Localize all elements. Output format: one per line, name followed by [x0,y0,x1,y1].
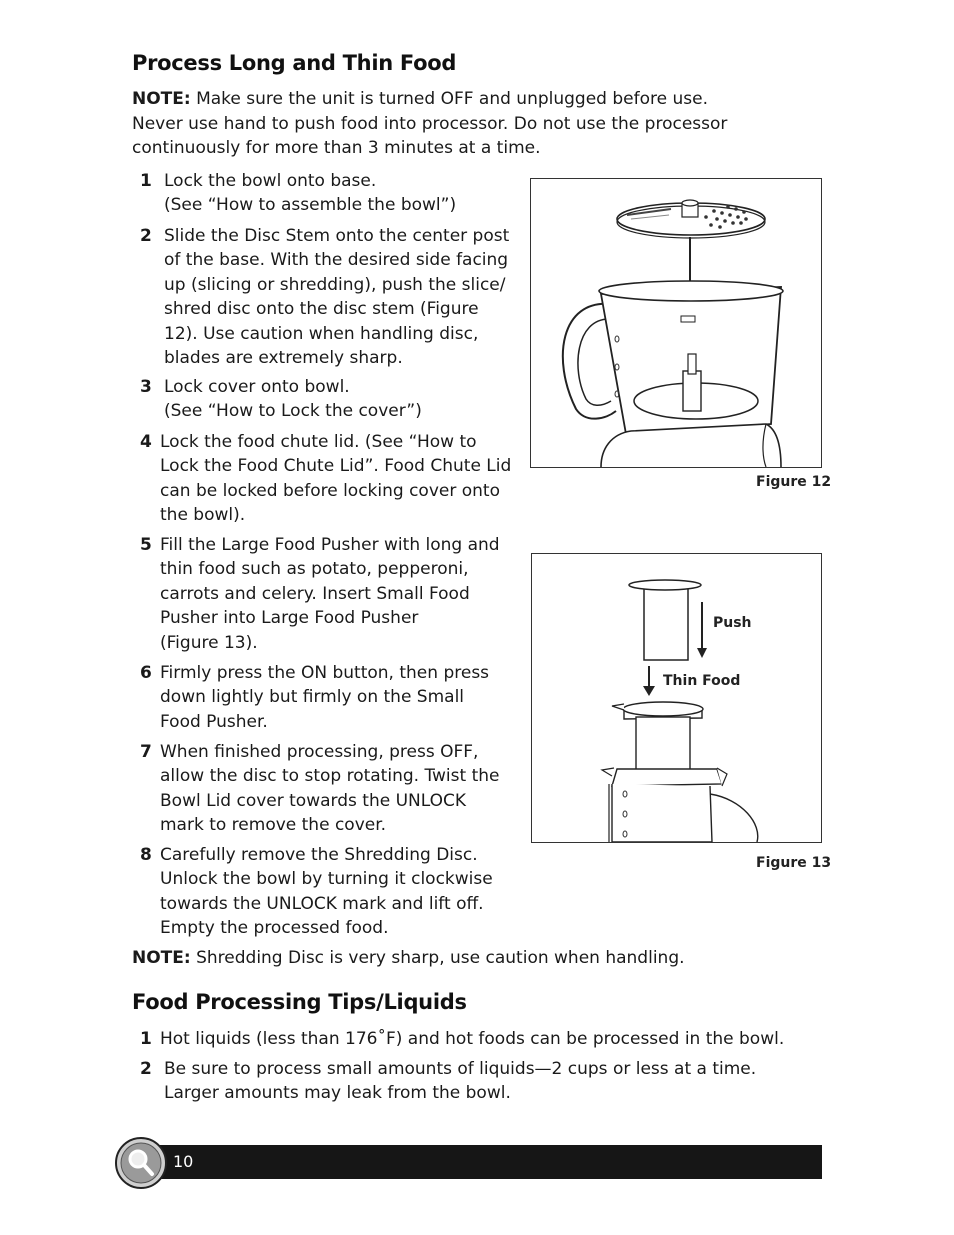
magnifier-icon [114,1136,168,1190]
step-line: (See “How to assemble the bowl”) [164,195,457,216]
step-line: Pusher into Large Food Pusher [160,608,419,629]
food-processor-disc-illustration [531,179,821,467]
step-number: 4 [140,432,152,452]
page-number: 10 [173,1152,194,1171]
step-line: Larger amounts may leak from the bowl. [164,1083,511,1104]
step-line: towards the UNLOCK mark and lift off. [160,893,484,914]
step-number: 6 [140,663,152,683]
push-label: Push [713,615,752,631]
note-line: continuously for more than 3 minutes at a time. [132,138,541,158]
step-text [164,169,456,218]
slicing-disc-icon [617,200,765,238]
step-line: Firmly press the ON button, then press [160,663,490,683]
step-line: shred disc onto the disc stem (Figure [164,299,479,320]
step-line: the bowl). [160,505,246,526]
step-text [160,430,511,528]
step-text [164,224,509,370]
step-number: 2 [140,1059,152,1079]
step-line: Lock cover onto bowl. [164,377,350,397]
step-line: Empty the processed food. [160,918,389,939]
step-line: Fill the Large Food Pusher with long and [160,535,500,555]
figure-13-illustration [531,553,822,843]
step-line: Slide the Disc Stem onto the center post [164,226,510,246]
step-text [160,533,500,655]
step-line: mark to remove the cover. [160,815,387,836]
section-title-tips-liquids: Food Processing Tips/Liquids [132,990,467,1014]
step-line: (See “How to Lock the cover”) [164,401,422,422]
step-line: blades are extremely sharp. [164,348,403,369]
note-caution [132,946,685,971]
step-number: 8 [140,845,152,865]
section-title-process-long-thin: Process Long and Thin Food [132,51,457,75]
step-text [160,1027,784,1051]
note-line: Make sure the unit is turned OFF and unplugged before use. [190,89,708,109]
step-line: Be sure to process small amounts of liquids—2 cups or less at a time. [164,1059,757,1079]
step-number: 5 [140,535,152,555]
note-text: Shredding Disc is very sharp, use caution when handling. [190,948,685,968]
step-line: When finished processing, press OFF, [160,742,479,762]
step-line: thin food such as potato, pepperoni, [160,559,469,580]
step-line: Food Pusher. [160,711,268,732]
step-number: 7 [140,742,152,762]
step-line: up (slicing or shredding), push the slice/ [164,274,506,295]
step-number: 3 [140,377,152,397]
step-text [164,375,422,424]
food-pusher-icon [629,580,701,660]
step-line: Hot liquids (less than 176˚F) and hot foods can be processed in the bowl. [160,1029,785,1049]
step-line: of the base. With the desired side facing [164,250,509,271]
step-number: 1 [140,171,152,191]
step-line: Lock the food chute lid. (See “How to [160,432,477,452]
food-pusher-illustration [532,554,821,842]
note-line: Never use hand to push food into processor. Do not use the processor [132,113,728,134]
step-line: down lightly but firmly on the Small [160,687,465,708]
note-label: NOTE: [132,89,191,109]
step-line: Bowl Lid cover towards the UNLOCK [160,790,466,811]
step-line: Unlock the bowl by turning it clockwise [160,869,493,890]
step-text [160,661,489,734]
step-line: can be locked before locking cover onto [160,480,500,501]
step-line: Carefully remove the Shredding Disc. [160,845,478,865]
figure-12-illustration [530,178,822,468]
step-line: Lock the Food Chute Lid”. Food Chute Lid [160,456,512,477]
step-text [160,843,493,941]
step-text [164,1057,756,1106]
step-line: allow the disc to stop rotating. Twist the [160,766,500,787]
step-line: (Figure 13). [160,632,258,653]
note-label: NOTE: [132,948,191,968]
figure-12-caption: Figure 12 [756,474,832,490]
step-number: 1 [140,1029,152,1049]
note-paragraph [132,87,727,161]
step-line: Lock the bowl onto base. [164,171,377,191]
step-line: carrots and celery. Insert Small Food [160,583,470,604]
step-text [160,740,499,838]
figure-13-caption: Figure 13 [756,855,832,871]
step-number: 2 [140,226,152,246]
footer-bar [150,1145,822,1179]
step-line: 12). Use caution when handling disc, [164,323,479,344]
thin-food-label: Thin Food [663,673,741,689]
